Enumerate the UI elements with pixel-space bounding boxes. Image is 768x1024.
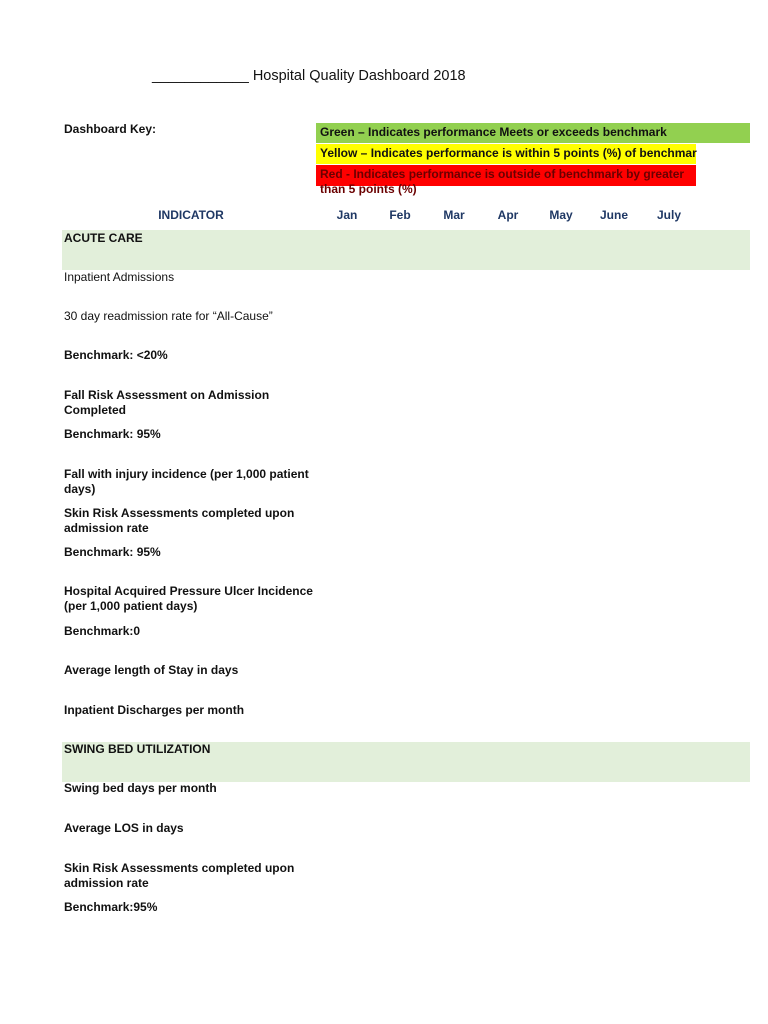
table-row: Skin Risk Assessments completed upon admission rate <box>64 506 295 535</box>
key-green: Green – Indicates performance Meets or exceeds benchmark <box>316 123 750 143</box>
dashboard-key-label: Dashboard Key: <box>64 122 157 136</box>
table-row: Average length of Stay in days <box>64 663 239 677</box>
table-row: Fall Risk Assessment on Admission Completed <box>64 388 270 417</box>
table-row: Inpatient Discharges per month <box>64 703 245 717</box>
table-row: Benchmark:0 <box>64 624 141 638</box>
header-month-july: July <box>656 208 681 222</box>
title-text: Hospital Quality Dashboard 2018 <box>252 68 466 84</box>
header-month-feb: Feb <box>389 208 411 222</box>
section-label-acute-care: ACUTE CARE <box>64 231 143 245</box>
header-month-mar: Mar <box>443 208 465 222</box>
header-indicator: INDICATOR <box>158 208 224 222</box>
header-month-june: June <box>599 208 628 222</box>
header-month-may: May <box>549 208 573 222</box>
table-header <box>0 208 768 226</box>
table-row: Swing bed days per month <box>64 781 217 795</box>
table-row: Skin Risk Assessments completed upon admission rate <box>64 861 295 890</box>
title-blank: ____________ <box>152 68 249 84</box>
table-row: Benchmark: 95% <box>64 545 161 559</box>
table-row: 30 day readmission rate for “All-Cause” <box>64 309 273 323</box>
key-yellow: Yellow – Indicates performance is within 5 points (%) of benchmar <box>316 144 696 164</box>
header-month-jan: Jan <box>336 208 358 222</box>
section-label-swing-bed: SWING BED UTILIZATION <box>64 742 211 756</box>
section-band-acute-care <box>62 230 750 270</box>
table-row: Benchmark:95% <box>64 900 158 914</box>
table-row: Fall with injury incidence (per 1,000 patient days) <box>64 467 309 496</box>
table-row: Benchmark: 95% <box>64 427 161 441</box>
key-red: Red - Indicates performance is outside of benchmark by greater than 5 points (%) <box>316 165 696 186</box>
table-row: Hospital Acquired Pressure Ulcer Incidence (per 1,000 patient days) <box>64 584 313 613</box>
table-row: Benchmark: <20% <box>64 348 168 362</box>
header-month-apr: Apr <box>497 208 519 222</box>
table-row: Average LOS in days <box>64 821 184 835</box>
table-row: Inpatient Admissions <box>64 270 175 284</box>
page-title <box>152 68 466 84</box>
